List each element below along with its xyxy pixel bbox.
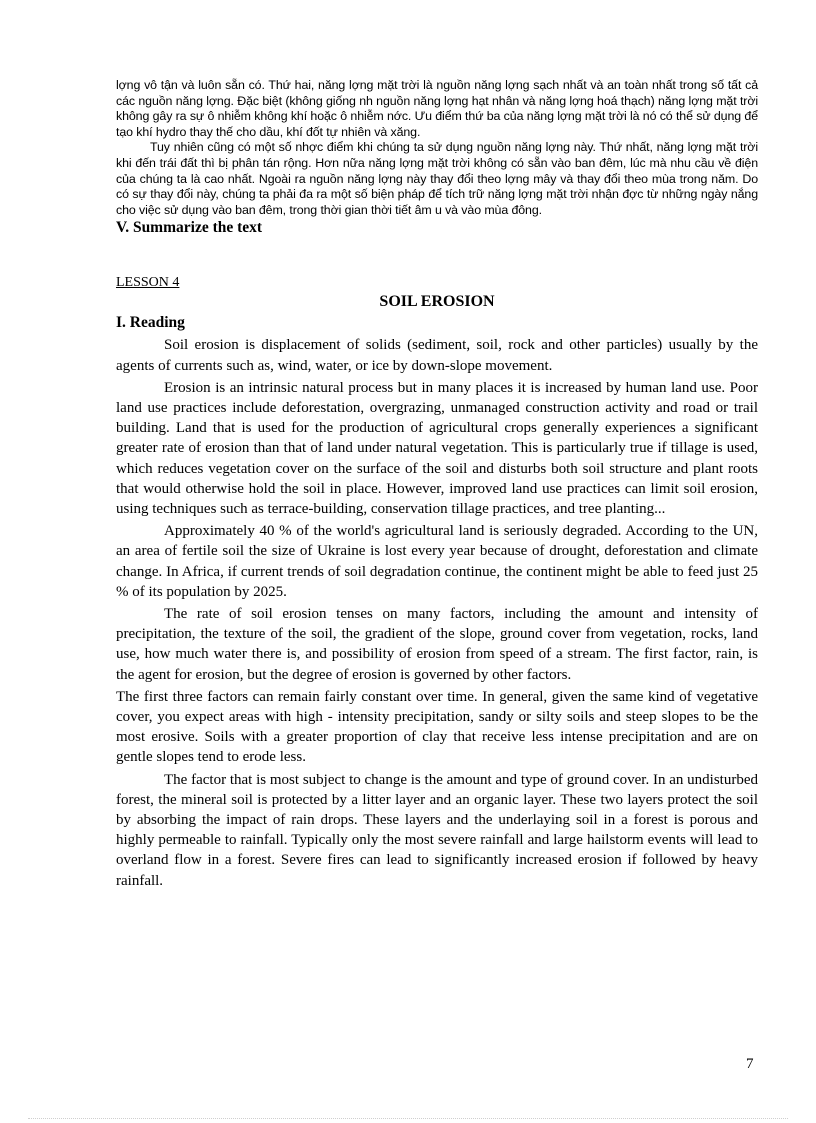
document-page [116, 78, 758, 891]
body-paragraph: Soil erosion is displacement of solids (sediment, soil, rock and other particles) usually by the agents of currents such as, wind, water, or ice by down-slope movement. [116, 337, 758, 374]
body-paragraph: Approximately 40 % of the world's agricultural land is seriously degraded. According to the UN, an area of fertile soil the size of Ukraine is lost every year because of drought, deforestation and climate change. In Africa, if current trends of soil degradation continue, the continent might be able to feed just 25 % of its population by 2025. [116, 523, 758, 600]
body-paragraph: The factor that is most subject to change is the amount and type of ground cover. In an undisturbed forest, the mineral soil is protected by a litter layer and an organic layer. These two layers protect the soil by absorbing the impact of rain drops. These layers and the underlaying soil in a forest is porous and highly permeable to rainfall. Typically only the most severe rainfall and large hailstorm events will lead to overland flow in a forest. Severe fires can lead to significantly increased erosion if followed by heavy rainfall. [116, 771, 758, 889]
vietnamese-paragraph: lợng vô tận và luôn sẵn có. Thứ hai, năng lợng mặt trời là nguồn năng lợng sạch nhất và an toàn nhất trong số tất cả các nguồn năng lợng. Đặc biệt (không giống nh nguồn năng lợng hạt nhân và năng lợng hoá thạch) năng lợng mặt trời không gây ra sự ô nhiễm không khí hoặc ô nhiễm nớc. Ưu điểm thứ ba của năng lợng mặt trời là nó có thể sử dụng để tạo khí hydro thay thế cho dầu, khí đốt tự nhiên và xăng. [116, 78, 758, 139]
vietnamese-paragraph: Tuy nhiên cũng có một số nhợc điểm khi chúng ta sử dụng nguồn năng lợng này. Thứ nhất, năng lợng mặt trời khi đến trái đất thì bị phân tán rộng. Hơn nữa năng lợng mặt trời không có sẵn vào ban đêm, lúc mà nhu cầu về điện của chúng ta là cao nhất. Ngoài ra nguồn năng lợng này thay đổi theo lợng mây và thay đổi theo mùa trong năm. Do có sự thay đổi này, chúng ta phải đa ra một số biện pháp để tích trữ năng lợng mặt trời nhận đợc từ những ngày nắng cho việc sử dụng vào ban đêm, trong thời gian thời tiết âm u và vào mùa đông. [116, 140, 758, 217]
body-paragraph: The first three factors can remain fairly constant over time. In general, given the same kind of vegetative cover, you expect areas with high - intensity precipitation, sandy or silty soils and steep slopes to be the most erosive. Soils with a greater proportion of clay that receive less intense precipitation and are on gentle slopes tend to erode less. [116, 688, 758, 766]
page-number: 7 [746, 1056, 754, 1072]
body-paragraph: Erosion is an intrinsic natural process but in many places it is increased by human land use. Poor land use practices include deforestation, overgrazing, unmanaged construction activity and road or trail building. Land that is used for the production of agricultural crops generally experiences a significant greater rate of erosion than that of land under natural vegetation. This is particularly true if tillage is used, which reduces vegetation cover on the surface of the soil and disturbs both soil structure and plant roots that would otherwise hold the soil in place. However, improved land use practices can limit soil erosion, using techniques such as terrace-building, conservation tillage practices, and tree planting... [116, 379, 758, 517]
reading-heading: I. Reading [116, 314, 185, 332]
section-v-heading: V. Summarize the text [116, 219, 263, 237]
page-title: SOIL EROSION [379, 293, 495, 311]
body-paragraph: The rate of soil erosion tenses on many factors, including the amount and intensity of precipitation, the texture of the soil, the gradient of the slope, ground cover from vegetation, rocks, land use, how much water there is, and possibility of erosion from speed of a stream. The first factor, rain, is the agent for erosion, but the degree of erosion is governed by other factors. [116, 605, 758, 683]
lesson-label: LESSON 4 [116, 275, 180, 291]
footer-divider [28, 1118, 788, 1119]
